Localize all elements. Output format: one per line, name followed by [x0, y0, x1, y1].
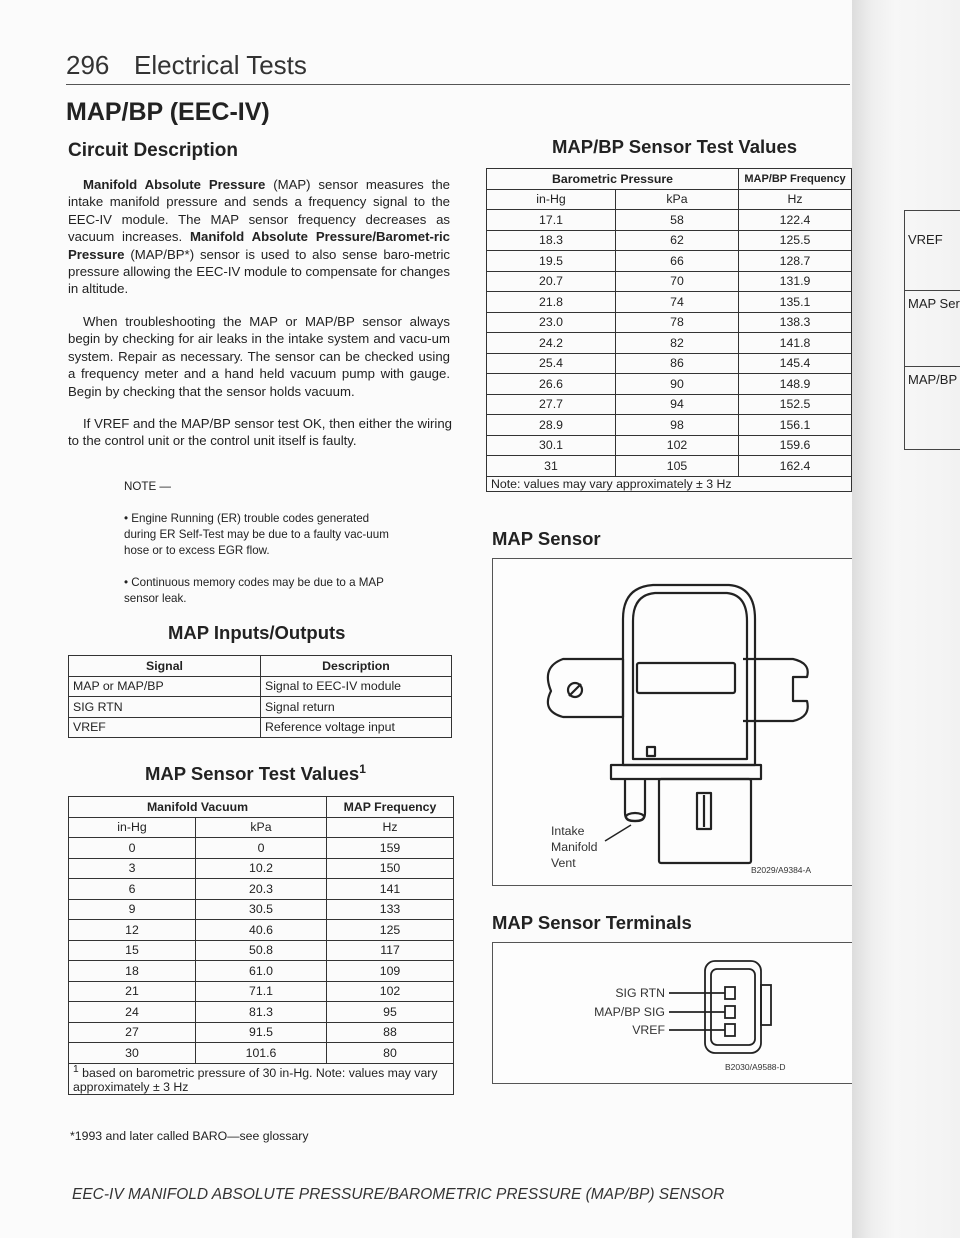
table-cell: 128.7 [739, 251, 852, 272]
table-cell: 62 [616, 230, 739, 251]
table-cell: 21.8 [487, 292, 616, 313]
table-row [69, 920, 454, 941]
table-units-row [69, 817, 454, 838]
table-cell: 125.5 [739, 230, 852, 251]
table-cell: 78 [616, 312, 739, 333]
page-number: 296 [66, 50, 110, 80]
table-row [487, 435, 852, 456]
table-cell: 159 [327, 838, 454, 859]
table-cell: 141.8 [739, 333, 852, 354]
table-cell: 3 [69, 858, 196, 879]
bp-table-title: MAP/BP Sensor Test Values [552, 136, 798, 157]
table-row [487, 374, 852, 395]
table-cell: 58 [616, 210, 739, 231]
table-header: Manifold Vacuum [69, 797, 327, 818]
table-cell: 30.1 [487, 435, 616, 456]
table-cell: 102 [616, 435, 739, 456]
table-row [487, 312, 852, 333]
terminal-label-vref: VREF [632, 1023, 665, 1037]
unit-label: Hz [327, 817, 454, 838]
adjacent-divider [904, 290, 960, 291]
table-cell: MAP or MAP/BP [69, 676, 261, 697]
table-row [69, 940, 454, 961]
vent-label-line: Intake [551, 824, 585, 838]
table-row [69, 1022, 454, 1043]
table-cell: 94 [616, 394, 739, 415]
table-cell: 21 [69, 981, 196, 1002]
table-note [69, 1063, 454, 1094]
table-row [69, 879, 454, 900]
map-table-body [69, 838, 454, 1064]
map-sensor-drawing [493, 559, 855, 885]
unit-label: kPa [616, 189, 739, 210]
table-cell: 122.4 [739, 210, 852, 231]
table-cell: 61.0 [196, 961, 327, 982]
table-cell: 86 [616, 353, 739, 374]
table-cell: 0 [196, 838, 327, 859]
table-note-row [487, 476, 852, 491]
table-cell: 101.6 [196, 1043, 327, 1064]
table-cell: 15 [69, 940, 196, 961]
table-cell: 159.6 [739, 435, 852, 456]
table-cell: 91.5 [196, 1022, 327, 1043]
paragraph-vref: If VREF and the MAP/BP sensor test OK, then either the wiring to the control unit or the control unit itself is faulty. [68, 416, 452, 449]
footnote-marker: 1 [73, 1063, 79, 1075]
unit-label: in-Hg [487, 189, 616, 210]
table-cell: 88 [327, 1022, 454, 1043]
table-cell: 141 [327, 879, 454, 900]
table-cell: 95 [327, 1002, 454, 1023]
table-cell: 71.1 [196, 981, 327, 1002]
note-title: NOTE — [124, 480, 172, 493]
paragraph-troubleshooting: When troubleshooting the MAP or MAP/BP sensor always begin by checking for air leaks in the intake system and vacu-um system. Repair as necessary. The sensor can be checked using a frequency meter and a hand held vacuum pump with gauge. Begin by checking that the sensor holds vacuum. [68, 314, 450, 399]
table-cell: 138.3 [739, 312, 852, 333]
term-map: Manifold Absolute Pressure [83, 177, 266, 192]
table-cell: 18.3 [487, 230, 616, 251]
vent-label-line: Vent [551, 856, 576, 870]
table-row [487, 230, 852, 251]
table-row [69, 858, 454, 879]
table-cell: 12 [69, 920, 196, 941]
table-row [487, 415, 852, 436]
section-title: Electrical Tests [134, 50, 307, 80]
table-cell: 156.1 [739, 415, 852, 436]
table-cell: 23.0 [487, 312, 616, 333]
table-cell: 66 [616, 251, 739, 272]
table-cell: SIG RTN [69, 697, 261, 718]
circuit-description-heading: Circuit Description [68, 140, 238, 161]
header-rule [66, 84, 850, 85]
table-header-row [69, 797, 454, 818]
unit-label: in-Hg [69, 817, 196, 838]
table-cell: 28.9 [487, 415, 616, 436]
figure-code: B2030/A9588-D [725, 1062, 786, 1072]
leader-line [605, 825, 631, 841]
table-header: MAP/BP Frequency [739, 169, 852, 190]
figure-code: B2029/A9384-A [751, 865, 812, 875]
table-header: MAP Frequency [327, 797, 454, 818]
adjacent-label: MAP Ser [908, 296, 960, 311]
table-cell: 10.2 [196, 858, 327, 879]
table-cell: 18 [69, 961, 196, 982]
table-row [487, 210, 852, 231]
table-cell: Reference voltage input [261, 717, 452, 738]
table-cell: 20.7 [487, 271, 616, 292]
table-cell: 6 [69, 879, 196, 900]
table-cell: 24.2 [487, 333, 616, 354]
table-cell: 125 [327, 920, 454, 941]
table-cell: 102 [327, 981, 454, 1002]
table-row [69, 717, 452, 738]
vent-label-line: Manifold [551, 840, 598, 854]
table-cell: 30.5 [196, 899, 327, 920]
table-row [69, 1043, 454, 1064]
table-row [487, 353, 852, 374]
table-note-text: based on barometric pressure of 30 in-Hg. Note: values may vary approximately ± 3 Hz [73, 1065, 438, 1094]
connector-icon [669, 961, 771, 1053]
terminals-fig-title: MAP Sensor Terminals [492, 912, 692, 933]
map-sensor-fig-title: MAP Sensor [492, 528, 601, 549]
table-row [487, 271, 852, 292]
table-note: Note: values may vary approximately ± 3 Hz [487, 476, 852, 491]
table-row [487, 333, 852, 354]
table-row [487, 394, 852, 415]
table-cell: 81.3 [196, 1002, 327, 1023]
adjacent-divider [904, 366, 960, 367]
table-row [69, 697, 452, 718]
page-title: MAP/BP (EEC-IV) [66, 98, 270, 126]
table-cell: 152.5 [739, 394, 852, 415]
note-box [124, 479, 398, 623]
table-cell: 27.7 [487, 394, 616, 415]
table-cell: 145.4 [739, 353, 852, 374]
bp-test-table [486, 168, 852, 492]
table-cell: 109 [327, 961, 454, 982]
map-test-table [68, 796, 454, 1095]
map-sensor-figure [492, 558, 856, 886]
table-cell: 0 [69, 838, 196, 859]
table-cell: 133 [327, 899, 454, 920]
table-cell: 40.6 [196, 920, 327, 941]
table-cell: 82 [616, 333, 739, 354]
footnote-marker: 1 [359, 762, 366, 776]
table-cell: 74 [616, 292, 739, 313]
table-cell: 20.3 [196, 879, 327, 900]
page-footer: EEC-IV MANIFOLD ABSOLUTE PRESSURE/BAROMETRIC PRESSURE (MAP/BP) SENSOR [72, 1186, 725, 1203]
table-cell: 117 [327, 940, 454, 961]
table-cell: 135.1 [739, 292, 852, 313]
unit-label: kPa [196, 817, 327, 838]
table-cell: 50.8 [196, 940, 327, 961]
io-table-title: MAP Inputs/Outputs [168, 622, 346, 643]
table-row [69, 676, 452, 697]
table-cell: 70 [616, 271, 739, 292]
table-row [69, 838, 454, 859]
map-table-title [145, 762, 366, 785]
table-cell: 105 [616, 456, 739, 477]
table-header: Signal [69, 656, 261, 677]
term-map-bp: Manifold Absolute Pressure/Baromet-ric Pressure [68, 229, 451, 262]
table-cell: 162.4 [739, 456, 852, 477]
table-row [69, 1002, 454, 1023]
table-header: Barometric Pressure [487, 169, 739, 190]
table-cell: 27 [69, 1022, 196, 1043]
table-cell: Signal to EEC-IV module [261, 676, 452, 697]
table-cell: 98 [616, 415, 739, 436]
table-row [69, 981, 454, 1002]
paragraph-map-intro [68, 176, 450, 298]
table-cell: 30 [69, 1043, 196, 1064]
table-cell: VREF [69, 717, 261, 738]
table-cell: 131.9 [739, 271, 852, 292]
terminal-label-map-bp-sig: MAP/BP SIG [594, 1005, 665, 1019]
adjacent-page-strip [852, 0, 960, 1238]
table-note-row [69, 1063, 454, 1094]
table-row [69, 899, 454, 920]
table-cell: 150 [327, 858, 454, 879]
table-cell: 31 [487, 456, 616, 477]
io-table [68, 655, 452, 738]
table-cell: Signal return [261, 697, 452, 718]
terminals-drawing [493, 943, 855, 1083]
table-row [487, 456, 852, 477]
table-row [487, 292, 852, 313]
adjacent-label: MAP/BP [908, 372, 958, 387]
terminal-label-sig-rtn: SIG RTN [615, 986, 665, 1000]
table-cell: 80 [327, 1043, 454, 1064]
table-cell: 24 [69, 1002, 196, 1023]
table-cell: 90 [616, 374, 739, 395]
terminals-figure [492, 942, 856, 1084]
table-header: Description [261, 656, 452, 677]
unit-label: Hz [739, 189, 852, 210]
table-units-row [487, 189, 852, 210]
table-header-row [69, 656, 452, 677]
adjacent-label: VREF [908, 232, 943, 247]
note-item: • Engine Running (ER) trouble codes generated during ER Self-Test may be due to a faulty vac-uum hose or to excess EGR flow. [124, 512, 389, 557]
table-row [487, 251, 852, 272]
table-cell: 148.9 [739, 374, 852, 395]
map-table-title-text: MAP Sensor Test Values [145, 763, 360, 785]
bp-table-body [487, 210, 852, 477]
paragraph-text: (MAP/BP*) sensor is used to also sense baro-metric pressure allowing the EEC-IV module to compensate for changes in altitude. [68, 246, 450, 297]
table-cell: 17.1 [487, 210, 616, 231]
table-cell: 25.4 [487, 353, 616, 374]
table-cell: 26.6 [487, 374, 616, 395]
table-header-row [487, 169, 852, 190]
note-item: • Continuous memory codes may be due to a MAP sensor leak. [124, 576, 384, 605]
table-cell: 9 [69, 899, 196, 920]
table-row [69, 961, 454, 982]
paragraph-text: (MAP) sensor measures the intake manifold pressure and sends a frequency signal to the EEC-IV module. The MAP sensor frequency decreases as vacuum increases. [68, 177, 450, 245]
glossary-footnote: *1993 and later called BARO—see glossary [70, 1129, 309, 1143]
table-cell: 19.5 [487, 251, 616, 272]
